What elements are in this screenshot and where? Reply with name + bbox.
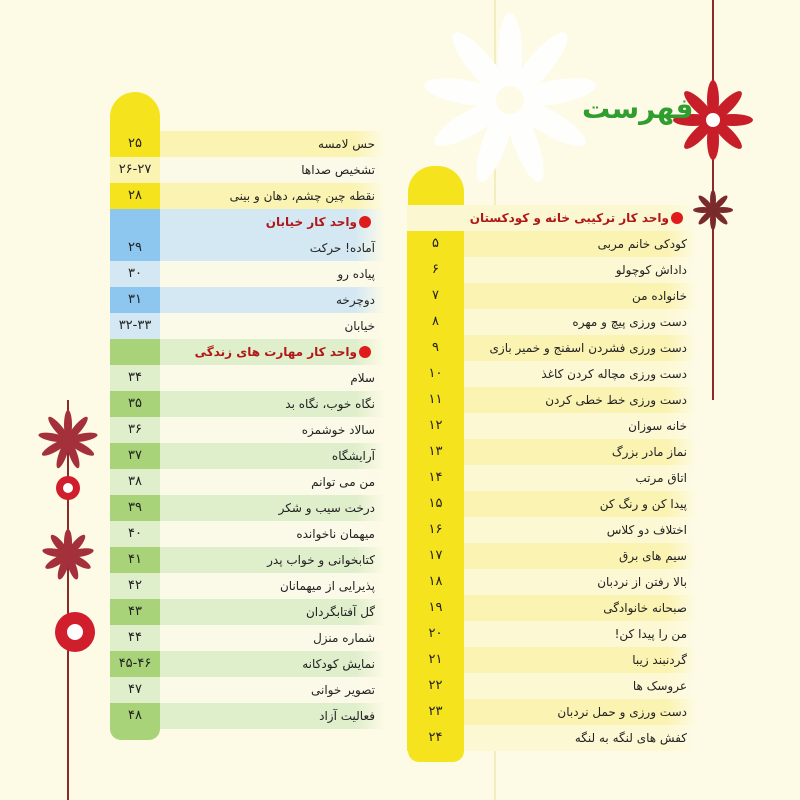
entry-title: گردنبند زیبا bbox=[632, 653, 687, 667]
page-number: ۴۵-۴۶ bbox=[118, 656, 152, 671]
entry-title: آرایشگاه bbox=[331, 449, 375, 463]
toc-entry bbox=[110, 443, 385, 469]
entry-title: خانواده من bbox=[632, 289, 687, 303]
entry-title: نگاه خوب، نگاه بد bbox=[285, 397, 375, 411]
page-number: ۸ bbox=[432, 314, 439, 329]
entry-title: پیاده رو bbox=[337, 267, 375, 281]
toc-entry bbox=[110, 417, 385, 443]
page-title: فهرست bbox=[582, 92, 694, 125]
toc-entry bbox=[110, 573, 385, 599]
entry-title: کفش های لنگه به لنگه bbox=[574, 731, 687, 745]
entry-title: نقطه چین چشم، دهان و بینی bbox=[229, 189, 375, 203]
page-number: ۱۷ bbox=[428, 548, 443, 563]
entry-title: دست ورزی خط خطی کردن bbox=[545, 393, 687, 407]
column-cap bbox=[110, 92, 160, 131]
entry-title: کودکی خانم مربی bbox=[597, 237, 687, 251]
toc-entry bbox=[110, 235, 385, 261]
entry-title: دست ورزی فشردن اسفنج و خمیر بازی bbox=[489, 341, 687, 355]
page-number: ۲۱ bbox=[428, 652, 443, 667]
toc-entry bbox=[110, 131, 385, 157]
entry-title: فعالیت آزاد bbox=[319, 709, 375, 723]
entry-title: سلام bbox=[350, 371, 375, 385]
toc-entry bbox=[407, 283, 697, 309]
entry-title: تصویر خوانی bbox=[310, 683, 375, 697]
toc-entry bbox=[407, 361, 697, 387]
page-number: ۹ bbox=[432, 340, 439, 355]
toc-entry bbox=[407, 413, 697, 439]
page-number: ۳۵ bbox=[128, 396, 142, 411]
page-number: ۳۶ bbox=[128, 422, 142, 437]
red-bullet-icon bbox=[359, 216, 371, 228]
page-number: ۳۹ bbox=[128, 500, 142, 515]
entry-title: تشخیص صداها bbox=[301, 163, 375, 177]
page-number: ۳۱ bbox=[128, 292, 142, 307]
red-bullet-icon bbox=[359, 346, 371, 358]
entry-title: کتابخوانی و خواب پدر bbox=[267, 553, 375, 567]
entry-title: دوچرخه bbox=[335, 293, 375, 307]
page-number: ۴۴ bbox=[128, 630, 142, 645]
toc-entry bbox=[110, 469, 385, 495]
page-number: ۱۳ bbox=[428, 444, 443, 459]
entry-title: صبحانه خانوادگی bbox=[603, 601, 687, 615]
toc-entry bbox=[407, 257, 697, 283]
entry-title: آماده! حرکت bbox=[309, 241, 375, 255]
toc-entry bbox=[110, 677, 385, 703]
column-foot bbox=[408, 751, 464, 762]
page-number: ۲۳ bbox=[428, 704, 443, 719]
entry-title: اختلاف دو کلاس bbox=[606, 523, 687, 537]
toc-entry bbox=[110, 313, 385, 339]
entry-title: خیابان bbox=[344, 319, 375, 333]
toc-entry bbox=[110, 183, 385, 209]
page-number: ۴۸ bbox=[128, 708, 142, 723]
toc-entry bbox=[110, 547, 385, 573]
page-number: ۴۳ bbox=[128, 604, 142, 619]
page-number: ۲۹ bbox=[128, 240, 142, 255]
toc-entry bbox=[110, 365, 385, 391]
entry-title: داداش کوچولو bbox=[615, 263, 687, 277]
toc-entry bbox=[407, 465, 697, 491]
toc-entry bbox=[407, 569, 697, 595]
page-number: ۲۲ bbox=[428, 678, 443, 693]
entry-title: گل آفتابگردان bbox=[305, 605, 375, 619]
toc-entry bbox=[407, 309, 697, 335]
entry-title: پیدا کن و رنگ کن bbox=[599, 497, 687, 511]
entry-title: اتاق مرتب bbox=[635, 471, 687, 485]
entry-title: دست ورزی پیچ و مهره bbox=[572, 315, 687, 329]
toc-entry bbox=[110, 651, 385, 677]
entry-title: نمایش کودکانه bbox=[302, 657, 375, 671]
page-number: ۲۴ bbox=[428, 730, 443, 745]
entry-title: من می توانم bbox=[311, 475, 375, 489]
toc-entry bbox=[407, 699, 697, 725]
page-number: ۲۶-۲۷ bbox=[118, 162, 152, 177]
section-title: واحد کار خیابان bbox=[265, 215, 357, 229]
page-number: ۱۶ bbox=[428, 522, 443, 537]
entry-title: دست ورزی و حمل نردبان bbox=[557, 705, 687, 719]
toc-entry bbox=[110, 495, 385, 521]
entry-title: خانه سوزان bbox=[628, 419, 687, 433]
page-number: ۶ bbox=[432, 262, 439, 277]
entry-title: درخت سیب و شکر bbox=[278, 501, 375, 515]
toc-entry bbox=[407, 491, 697, 517]
toc-section-heading bbox=[110, 209, 385, 235]
page-number: ۳۷ bbox=[128, 448, 142, 463]
toc-left-column bbox=[110, 92, 388, 740]
page-number: ۱۲ bbox=[428, 418, 443, 433]
entry-title: پذیرایی از میهمانان bbox=[279, 579, 375, 593]
entry-title: حس لامسه bbox=[318, 137, 375, 151]
page-number: ۲۸ bbox=[128, 188, 142, 203]
page-number: ۳۸ bbox=[128, 474, 142, 489]
toc-entry bbox=[407, 647, 697, 673]
toc-entry bbox=[110, 703, 385, 729]
toc-entry bbox=[110, 625, 385, 651]
toc-section-heading bbox=[407, 205, 697, 231]
entry-title: میهمان ناخوانده bbox=[296, 527, 375, 541]
toc-entry bbox=[407, 673, 697, 699]
entry-title: من را پیدا کن! bbox=[614, 627, 687, 641]
toc-entry bbox=[407, 595, 697, 621]
section-title: واحد کار ترکیبی خانه و کودکستان bbox=[469, 211, 669, 225]
page-number: ۱۵ bbox=[428, 496, 443, 511]
page-number: ۴۰ bbox=[128, 526, 142, 541]
entry-title: دست ورزی مچاله کردن کاغذ bbox=[541, 367, 687, 381]
entry-title: سالاد خوشمزه bbox=[301, 423, 375, 437]
red-bullet-icon bbox=[671, 212, 683, 224]
toc-entry bbox=[110, 391, 385, 417]
page-number: ۵ bbox=[432, 236, 439, 251]
toc-section-heading bbox=[110, 339, 385, 365]
toc-entry bbox=[407, 725, 697, 751]
column-foot bbox=[110, 729, 160, 740]
page-number: ۲۵ bbox=[128, 136, 142, 151]
entry-title: عروسک ها bbox=[632, 679, 687, 693]
toc-entry bbox=[110, 157, 385, 183]
page-number: ۴۷ bbox=[128, 682, 142, 697]
page-number: ۳۲-۳۳ bbox=[118, 318, 152, 333]
toc-right-column bbox=[407, 166, 704, 762]
section-title: واحد کار مهارت های زندگی bbox=[194, 345, 357, 359]
column-cap bbox=[408, 166, 464, 205]
toc-entry bbox=[110, 521, 385, 547]
page-number: ۱۱ bbox=[428, 392, 443, 407]
entry-title: سیم های برق bbox=[619, 549, 687, 563]
toc-entry bbox=[110, 287, 385, 313]
page-number: ۱۴ bbox=[428, 470, 443, 485]
entry-title: بالا رفتن از نردبان bbox=[597, 575, 687, 589]
page-number: ۱۸ bbox=[428, 574, 443, 589]
page-number: ۳۰ bbox=[128, 266, 142, 281]
page-number: ۴۱ bbox=[128, 552, 142, 567]
toc-entry bbox=[407, 387, 697, 413]
toc-entry bbox=[110, 599, 385, 625]
page-number: ۱۰ bbox=[428, 366, 443, 381]
toc-entry bbox=[407, 231, 697, 257]
toc-entry bbox=[407, 439, 697, 465]
entry-title: شماره منزل bbox=[313, 631, 375, 645]
toc-entry bbox=[407, 543, 697, 569]
page-number: ۱۹ bbox=[428, 600, 443, 615]
toc-entry bbox=[407, 621, 697, 647]
page-number: ۳۴ bbox=[128, 370, 142, 385]
page-number: ۴۲ bbox=[128, 578, 142, 593]
page-number: ۲۰ bbox=[428, 626, 443, 641]
toc-entry bbox=[407, 517, 697, 543]
entry-title: نماز مادر بزرگ bbox=[611, 445, 687, 459]
page-number: ۷ bbox=[432, 288, 439, 303]
toc-entry bbox=[110, 261, 385, 287]
toc-entry bbox=[407, 335, 697, 361]
